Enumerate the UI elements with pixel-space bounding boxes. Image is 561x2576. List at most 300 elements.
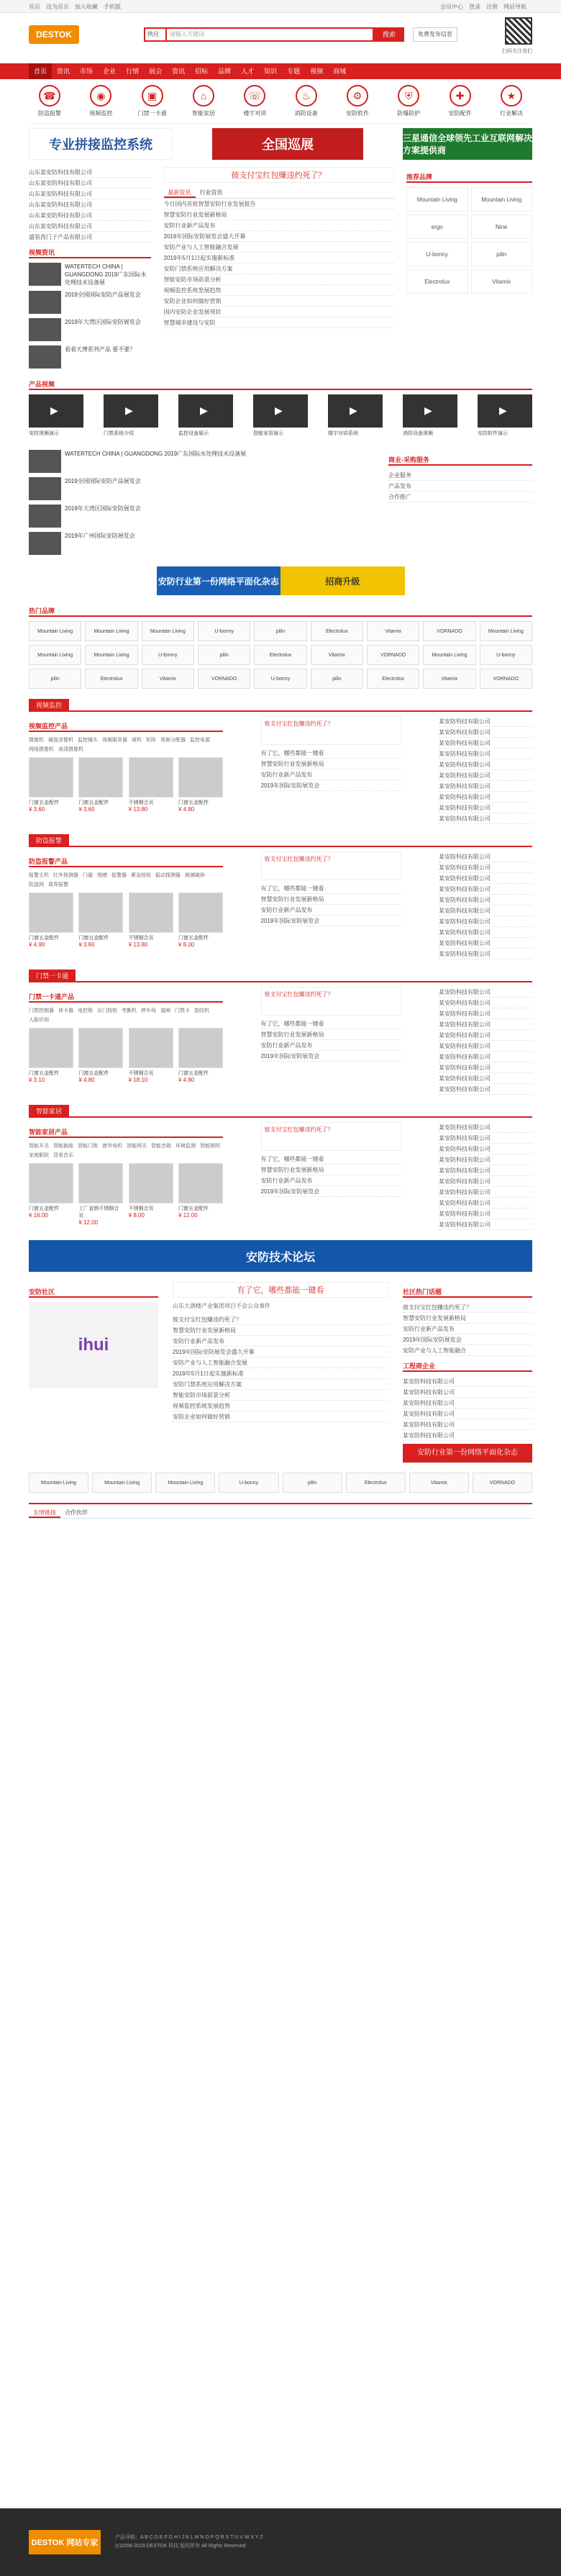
news-item[interactable]: 彼支付宝红包赚违约死了？ [173,1314,388,1325]
keyword-link[interactable]: 智能音箱 [151,1144,171,1149]
brand-logo[interactable]: Vitamix [311,645,363,665]
news-item[interactable]: 安防门禁系统应用解决方案 [173,1379,388,1390]
brand-logo[interactable]: U-bonny [142,645,194,665]
video-news-item[interactable] [29,450,367,473]
company-item[interactable]: 某安防科技有限公司 [439,1073,532,1084]
banner-center[interactable]: 全国巡展 [212,128,363,160]
keyword-link[interactable]: 监控电源 [190,738,210,743]
video-item[interactable] [178,394,233,443]
nav-item[interactable]: 视频 [310,68,324,75]
keyword-link[interactable]: 烟感 [97,873,107,878]
company-item[interactable]: 某安防科技有限公司 [439,905,532,916]
brand-logo[interactable]: pilin [29,669,81,689]
brand-logo[interactable]: U-bonny [406,242,468,266]
keyword-link[interactable]: 报警器 [111,873,127,878]
news-item[interactable]: 安防企业如何做好营销 [173,1411,388,1422]
brand-logo[interactable]: Mountain Living [423,645,475,665]
news-item[interactable]: 安防行业新产品发布 [261,1175,401,1186]
media-item[interactable] [29,263,151,286]
product-card[interactable] [29,1028,73,1083]
company-item[interactable]: 某安防科技有限公司 [439,1052,532,1062]
video-item[interactable] [104,394,158,443]
keyword-link[interactable]: 门禁控制器 [29,1008,54,1013]
video-thumbnail [253,394,308,428]
brand-logo[interactable]: VORNADO [473,1473,532,1493]
keyword-link[interactable]: 紧急按钮 [131,873,151,878]
nav-item[interactable]: 品牌 [218,68,232,75]
keyword-link[interactable]: 视频服务器 [102,738,127,743]
topic-item[interactable]: 安防产业与人工智能融合 [403,1345,532,1356]
news-item[interactable]: 今日国内首批智慧安防行业发展报告 [164,199,394,209]
category-item[interactable] [183,85,224,117]
company-item[interactable]: 某安防科技有限公司 [439,949,532,959]
brand-logo[interactable]: pilin [254,621,306,641]
company-item[interactable]: 某安防科技有限公司 [403,1376,532,1387]
news-item[interactable]: 安防产业与人工智能融合发展 [173,1357,388,1368]
brand-logo[interactable]: pilin [283,1473,342,1493]
news-item[interactable]: 智慧城市建设与安防 [164,317,394,328]
video-item[interactable] [253,394,308,443]
company-item[interactable]: 某安防科技有限公司 [439,727,532,738]
product-name: 门窗五金配件 [178,800,209,805]
search-input[interactable]: 请输入关键词 [165,27,374,42]
service-item[interactable]: 产品发布 [388,481,532,492]
category-item[interactable] [439,85,481,117]
news-item[interactable]: 有了它，哪些都能一键看 [261,1018,401,1029]
banner-row [0,128,561,160]
community-headline[interactable]: 有了它，哪些都能一键看 [173,1282,388,1298]
keyword-link[interactable]: 智能插座 [53,1144,73,1149]
topic-item[interactable]: 安防行业新产品发布 [403,1324,532,1334]
ad-row [0,566,561,595]
video-item[interactable] [478,394,532,443]
news-item[interactable]: 智慧安防行业发展新格局 [173,1325,388,1336]
company-item[interactable]: 某安防科技有限公司 [439,938,532,949]
company-item[interactable]: 某安防科技有限公司 [403,1398,532,1409]
ad-magazine[interactable]: 安防行业第一份网络平面化杂志 [157,566,281,595]
section-title[interactable]: 智能家居 [29,1105,69,1116]
service-item[interactable]: 合作推广 [388,492,532,502]
company-item[interactable]: 某安防科技有限公司 [439,1062,532,1073]
keyword-link[interactable]: 人脸识别 [29,1018,49,1023]
company-item[interactable]: 某安防科技有限公司 [403,1419,532,1430]
news-item[interactable]: 视频监控系统发展趋势 [173,1401,388,1411]
banner-left[interactable]: 专业拼接监控系统 [29,128,173,160]
company-item[interactable]: 某安防科技有限公司 [439,884,532,895]
category-item[interactable] [286,85,327,117]
product-card[interactable] [178,892,223,948]
company-item[interactable]: 某安防科技有限公司 [439,1219,532,1230]
keyword-link[interactable]: 门磁 [83,873,93,878]
product-name: 门窗五金配件 [29,800,59,805]
product-card[interactable] [78,757,123,813]
ad-recruit[interactable]: 招商升级 [280,566,405,595]
company-item[interactable]: 某安防科技有限公司 [439,851,532,862]
service-item[interactable]: 企业服务 [388,470,532,481]
news-item[interactable]: 安防行业新产品发布 [164,220,394,231]
news-item[interactable]: 安防企业如何做好营销 [164,296,394,307]
keyword-link[interactable]: 停车场 [141,1008,156,1013]
keyword-link[interactable]: 监控镜头 [78,738,98,743]
company-item[interactable]: 某安防科技有限公司 [439,1019,532,1030]
brand-logo[interactable]: Electrolux [85,669,137,689]
company-item[interactable]: 某安防科技有限公司 [439,1154,532,1165]
site-logo[interactable]: DESTOK [29,25,79,44]
video-item[interactable] [328,394,383,443]
company-item[interactable]: 某安防科技有限公司 [439,1030,532,1041]
product-image [129,892,173,933]
list-item[interactable]: 山东某安防科技有限公司 [29,189,151,199]
nav-item[interactable]: 资讯 [57,68,70,75]
news-item[interactable]: 安防行业新产品发布 [261,1040,401,1051]
brand-logo[interactable]: Electrolux [254,645,306,665]
keyword-link[interactable]: 玻璃破碎 [185,873,205,878]
product-card[interactable] [178,757,223,813]
brand-logo[interactable]: VORNADO [198,669,250,689]
topbar-link[interactable]: 加入收藏 [75,3,98,10]
keyword-link[interactable]: 报警主机 [29,873,49,878]
company-item[interactable]: 某安防科技有限公司 [439,927,532,938]
news-item[interactable]: 视频监控系统发展趋势 [164,285,394,296]
company-item[interactable]: 某安防科技有限公司 [439,1198,532,1208]
keyword-list [29,872,223,888]
nav-item[interactable]: 人才 [241,68,255,75]
list-item[interactable]: 山东某安防科技有限公司 [29,199,151,210]
company-item[interactable]: 某安防科技有限公司 [439,1041,532,1052]
news-item[interactable]: 2019年5月1日起实施新标准 [173,1368,388,1379]
video-item[interactable] [403,394,457,443]
list-item[interactable]: 山东某安防科技有限公司 [29,221,151,232]
news-item[interactable]: 安防门禁系统应用解决方案 [164,263,394,274]
brand-logo[interactable]: Nine [471,214,533,239]
company-item[interactable]: 某安防科技有限公司 [439,916,532,927]
company-item[interactable]: 某安防科技有限公司 [439,749,532,759]
category-item[interactable] [234,85,275,117]
company-item[interactable]: 某安防科技有限公司 [439,987,532,998]
product-card[interactable] [29,757,73,813]
nav-item[interactable]: 商城 [333,68,347,75]
news-item[interactable]: 2019年国际安防展览会盛大开幕 [164,231,394,242]
news-item[interactable]: 智慧安防行业发展新格局 [261,1029,401,1040]
topbar-link[interactable]: 设为首页 [46,3,69,10]
keyword-link[interactable]: 周界报警 [48,882,68,887]
company-item[interactable]: 某安防科技有限公司 [403,1430,532,1441]
company-item[interactable]: 某安防科技有限公司 [439,792,532,803]
category-item[interactable] [388,85,429,117]
keyword-link[interactable]: 窗帘电机 [102,1144,122,1149]
news-item[interactable]: 智慧安防行业发展新格局 [261,894,401,905]
category-item[interactable] [29,85,70,117]
section-companies [439,987,532,1095]
nav-item[interactable]: 知识 [264,68,278,75]
news-highlight[interactable]: 彼支付宝红包赚违约死了？ [261,987,401,1016]
nav-item[interactable]: 招标 [195,68,209,75]
category-item[interactable] [491,85,532,117]
keyword-link[interactable]: 出门按钮 [97,1008,117,1013]
brand-logo[interactable]: Mountain Living [29,1473,88,1493]
video-title: 楼宇对讲系统 [328,431,358,436]
topbar-link[interactable]: 登录 [469,3,480,10]
brand-logo[interactable]: VORNADO [423,621,475,641]
brand-heading: 推荐品牌 [406,171,532,183]
keyword-link[interactable]: 指纹机 [194,1008,209,1013]
product-card[interactable] [129,892,173,948]
product-card[interactable] [129,757,173,813]
brand-logo[interactable]: pilin [311,669,363,689]
news-item[interactable]: 2019年国际安防展览会 [261,1186,401,1197]
brand-logo[interactable]: Mountain Living [29,645,81,665]
keyword-link[interactable]: 网络摄像机 [29,747,54,752]
news-item[interactable]: 2019年国际安防展览会 [261,780,401,791]
category-item[interactable] [80,85,122,117]
brand-logo[interactable]: Mountain Living [471,187,533,212]
news-item[interactable]: 有了它，哪些都能一键看 [261,883,401,894]
company-item[interactable]: 某安防科技有限公司 [439,1176,532,1187]
company-item[interactable]: 某安防科技有限公司 [439,895,532,905]
product-image [129,1163,173,1203]
media-item[interactable] [29,291,151,314]
company-item[interactable]: 某安防科技有限公司 [439,1144,532,1154]
product-card[interactable] [29,892,73,948]
category-label: 楼宇对讲 [243,110,267,117]
brand-logo[interactable]: U-bonny [480,645,532,665]
list-item[interactable]: 山东某安防科技有限公司 [29,210,151,221]
topbar-link[interactable]: 注册 [486,3,498,10]
brand-logo[interactable]: pilin [471,242,533,266]
search-button[interactable]: 搜索 [374,27,404,42]
news-item[interactable]: 智慧安防行业发展新格局 [164,209,394,220]
video-item[interactable] [29,394,83,443]
company-item[interactable]: 某安防科技有限公司 [439,1133,532,1144]
news-item[interactable]: 安防产业与人工智能融合发展 [164,242,394,253]
brand-logo[interactable]: U-bonny [254,669,306,689]
keyword-list [29,1007,223,1023]
company-item[interactable]: 某安防科技有限公司 [439,813,532,824]
magazine-banner[interactable]: 安防行业第一份网络平面化杂志 [403,1444,532,1463]
keyword-link[interactable]: 智能开关 [29,1144,49,1149]
keyword-link[interactable]: 环境监测 [175,1144,196,1149]
company-item[interactable]: 某安防科技有限公司 [439,803,532,813]
nav-item[interactable]: 市场 [80,68,94,75]
keyword-link[interactable]: 矩阵 [146,738,156,743]
news-highlight[interactable]: 彼支付宝红包赚违约死了？ [261,851,401,880]
keyword-link[interactable]: 摄像机 [29,738,44,743]
forum-banner-inner[interactable]: 安防技术论坛 [29,1240,532,1272]
keyword-link[interactable]: 门禁卡 [175,1008,190,1013]
product-card[interactable] [78,892,123,948]
company-item[interactable]: 某安防科技有限公司 [403,1387,532,1398]
company-item[interactable]: 某安防科技有限公司 [439,759,532,770]
brand-logo[interactable]: Mountain Living [480,621,532,641]
keyword-link[interactable]: 硬盘录像机 [48,738,73,743]
video-news-item[interactable] [29,477,367,500]
keyword-link[interactable]: 智能网关 [127,1144,147,1149]
brand-logo[interactable]: Vitamix [409,1473,469,1493]
brand-logo[interactable]: Vitamix [423,669,475,689]
company-item[interactable]: 某安防科技有限公司 [439,1008,532,1019]
keyword-link[interactable]: 读卡器 [58,1008,73,1013]
company-item[interactable]: 某安防科技有限公司 [439,770,532,781]
category-label: 智能家居 [191,110,215,117]
news-item[interactable]: 2019年国际安防展览会 [261,1051,401,1062]
company-item[interactable]: 某安防科技有限公司 [403,1409,532,1419]
banner-right[interactable]: 三星通信全球领先工业互联网解决方案提供商 [403,128,532,160]
product-card[interactable] [78,1163,123,1226]
media-thumbnail [29,318,61,341]
keyword-link[interactable]: 球机 [132,738,142,743]
product-card[interactable] [129,1028,173,1083]
keyword-link[interactable]: 红外探测器 [53,873,78,878]
product-card[interactable] [178,1163,223,1226]
news-item[interactable]: 智慧安防行业发展新格局 [261,759,401,769]
brand-logo[interactable]: Mountain Living [29,621,81,641]
category-item[interactable] [337,85,378,117]
header [0,13,561,63]
tab-partners[interactable]: 合作伙伴 [65,1509,88,1516]
brand-logo[interactable]: Vitamix [367,621,419,641]
section-title[interactable]: 防盗报警 [29,834,69,846]
product-card[interactable] [78,1028,123,1083]
company-item[interactable]: 某安防科技有限公司 [439,1208,532,1219]
section-title[interactable]: 视频监控 [29,699,69,710]
news-item[interactable]: 安防行业新产品发布 [261,769,401,780]
nav-item[interactable]: 企业 [103,68,117,75]
brand-logo[interactable]: Mountain Living [406,187,468,212]
video-news-thumbnail [29,505,61,528]
news-item[interactable]: 智能安防市场前景分析 [164,274,394,285]
video-news-thumbnail [29,450,61,473]
news-item[interactable]: 2019年国际安防展览会 [261,916,401,926]
topbar-link[interactable]: 首页 [29,3,40,10]
news-highlight[interactable]: 彼支付宝红包赚违约死了？ [261,1122,401,1151]
list-item[interactable]: 山东某安防科技有限公司 [29,167,151,178]
video-title: 门禁系统介绍 [104,431,134,436]
free-publish-button[interactable]: 免费发布信息 [413,27,457,42]
nav-item[interactable]: 资讯 [172,68,186,75]
brand-logo[interactable]: Vitamix [142,669,194,689]
product-card[interactable] [29,1163,73,1226]
brand-logo[interactable]: Mountain Living [85,621,137,641]
news-item[interactable]: 有了它，哪些都能一键看 [261,748,401,759]
keyword-link[interactable]: 家庭影院 [29,1153,49,1158]
nav-item[interactable]: 首页 [29,63,52,79]
topbar-link[interactable]: 网站导航 [503,3,526,10]
brand-logo[interactable]: U-bonny [219,1473,278,1493]
tab-industry[interactable]: 行业资讯 [199,189,223,196]
keyword-link[interactable]: 高清摄像机 [58,747,83,752]
news-highlight[interactable]: 彼支付宝红包赚违约死了？ [261,716,401,745]
list-item[interactable]: 盛装西门子产品有限公司 [29,232,151,243]
product-price: ¥ 16.00 [29,1212,48,1219]
section-products [29,987,223,1095]
company-item[interactable]: 某安防科技有限公司 [439,998,532,1008]
brand-logo[interactable]: Electrolux [406,269,468,294]
tab-latest[interactable]: 最新资讯 [164,187,196,198]
keyword-link[interactable]: 防盗网 [29,882,44,887]
media-item[interactable] [29,318,151,341]
keyword-link[interactable]: 背景音乐 [53,1153,73,1158]
nav-item[interactable]: 行情 [126,68,140,75]
keyword-link[interactable]: 道闸 [160,1008,170,1013]
brand-logo[interactable]: Electrolux [367,669,419,689]
company-item[interactable]: 某安防科技有限公司 [439,873,532,884]
keyword-link[interactable]: 考勤机 [122,1008,137,1013]
brand-logo[interactable]: ergo [406,214,468,239]
keyword-link[interactable]: 智能照明 [200,1144,220,1149]
topbar-link[interactable]: 会员中心 [440,3,463,10]
company-item[interactable]: 某安防科技有限公司 [439,1122,532,1133]
topic-item[interactable]: 彼支付宝红包赚违约死了？ [403,1302,532,1313]
company-item[interactable]: 某安防科技有限公司 [439,862,532,873]
topic-item[interactable]: 2019年国际安防展览会 [403,1334,532,1345]
section-header [29,699,532,712]
forum-banner [0,1240,561,1272]
product-card[interactable] [178,1028,223,1083]
product-image [29,757,73,797]
video-thumbnail [104,394,158,428]
news-item[interactable]: 安防行业新产品发布 [261,905,401,916]
news-item[interactable]: 有了它，哪些都能一键看 [261,1154,401,1165]
tab-friend-links[interactable]: 友情链接 [29,1507,60,1518]
news-item[interactable]: 国内安防企业发展现状 [164,307,394,317]
brand-logo[interactable]: Electrolux [311,621,363,641]
nav-item[interactable]: 展会 [149,68,163,75]
brand-logo[interactable]: VORNADO [480,669,532,689]
news-item[interactable]: 智慧安防行业发展新格局 [261,1165,401,1175]
list-item[interactable]: 山东某安防科技有限公司 [29,178,151,189]
keyword-link[interactable]: 智能门锁 [78,1144,98,1149]
keyword-list [29,736,223,753]
topic-item[interactable]: 智慧安防行业发展新格局 [403,1313,532,1324]
search-type-select[interactable]: 供应 [144,27,165,42]
category-icon: ☏ [244,85,265,107]
brand-logo[interactable]: Mountain Living [85,645,137,665]
news-item[interactable]: 2019年5月1日起实施新标准 [164,253,394,263]
product-row [29,892,223,948]
keyword-link[interactable]: 振动探测器 [155,873,181,878]
nav-item[interactable]: 专题 [287,68,301,75]
company-item[interactable]: 某安防科技有限公司 [439,738,532,749]
brand-logo[interactable]: Vitamix [471,269,533,294]
news-item[interactable]: 2019年国际安防展览会盛大开幕 [173,1347,388,1357]
headline[interactable]: 彼支付宝红包赚违约死了？ [164,167,394,183]
company-item[interactable]: 某安防科技有限公司 [439,1084,532,1095]
brand-logo[interactable]: VORNADO [367,645,419,665]
company-item[interactable]: 某安防科技有限公司 [439,716,532,727]
brand-logo[interactable]: Mountain Living [155,1473,215,1493]
brand-logo[interactable]: Electrolux [346,1473,406,1493]
brand-logo[interactable]: Mountain Living [92,1473,152,1493]
news-item[interactable]: 智能安防市场前景分析 [173,1390,388,1401]
category-item[interactable] [132,85,173,117]
community-logo[interactable]: ihui [29,1302,158,1388]
section-title[interactable]: 门禁一卡通 [29,970,76,981]
video-news-item[interactable] [29,505,367,528]
media-item[interactable] [29,345,151,369]
keyword-link[interactable]: 视频分配器 [160,738,186,743]
brand-logo[interactable]: U-bonny [198,621,250,641]
brand-logo[interactable]: pilin [198,645,250,665]
company-item[interactable]: 某安防科技有限公司 [439,1165,532,1176]
company-item[interactable]: 某安防科技有限公司 [439,1187,532,1198]
topbar-link[interactable]: 手机版 [104,3,121,10]
news-item[interactable]: 安防行业新产品发布 [173,1336,388,1347]
brand-logo[interactable]: Mountain Living [142,621,194,641]
video-news-item[interactable] [29,532,367,555]
keyword-link[interactable]: 电控锁 [78,1008,93,1013]
company-item[interactable]: 某安防科技有限公司 [439,781,532,792]
product-card[interactable] [129,1163,173,1226]
